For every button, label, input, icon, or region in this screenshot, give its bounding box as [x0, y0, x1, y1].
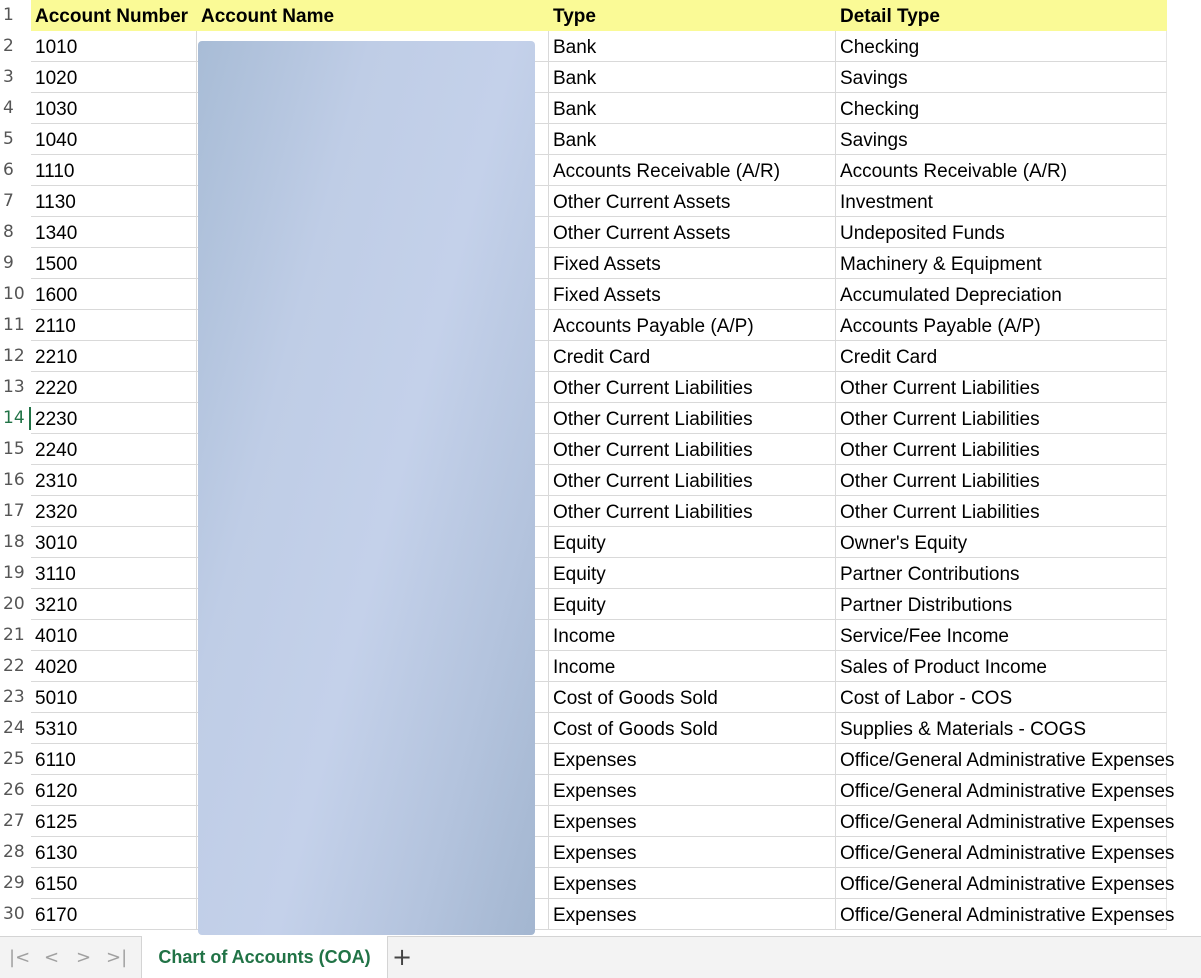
- row-number[interactable]: 24: [3, 718, 25, 738]
- row-number[interactable]: 5: [3, 129, 14, 149]
- row-number[interactable]: 23: [3, 687, 25, 707]
- cell-account-number[interactable]: 4010: [31, 620, 197, 651]
- cell-detail-type[interactable]: Cost of Labor - COS: [836, 682, 1167, 713]
- table-row: [0, 620, 1201, 651]
- cell-account-number[interactable]: 6150: [31, 868, 197, 899]
- cell-account-number[interactable]: 3110: [31, 558, 197, 589]
- table-row: [0, 341, 1201, 372]
- table-row: [0, 124, 1201, 155]
- table-row: [0, 527, 1201, 558]
- table-row: [0, 62, 1201, 93]
- cell-type[interactable]: Expenses: [549, 837, 836, 868]
- cell-type[interactable]: Expenses: [549, 806, 836, 837]
- table-row: [0, 775, 1201, 806]
- cell-detail-type[interactable]: Office/General Administrative Expenses: [836, 775, 1167, 806]
- cell-type[interactable]: Credit Card: [549, 341, 836, 372]
- row-number[interactable]: 4: [3, 98, 14, 118]
- cell-type[interactable]: Income: [549, 620, 836, 651]
- table-row: [0, 434, 1201, 465]
- cell-detail-type[interactable]: Undeposited Funds: [836, 217, 1167, 248]
- table-row: [0, 217, 1201, 248]
- cell-detail-type[interactable]: Supplies & Materials - COGS: [836, 713, 1167, 744]
- add-sheet-icon[interactable]: +: [391, 943, 413, 971]
- table-row: [0, 868, 1201, 899]
- table-row: [0, 651, 1201, 682]
- cell-detail-type[interactable]: Other Current Liabilities: [836, 372, 1167, 403]
- cell-type[interactable]: Fixed Assets: [549, 279, 836, 310]
- cell-type[interactable]: Accounts Payable (A/P): [549, 310, 836, 341]
- cell-detail-type[interactable]: Accumulated Depreciation: [836, 279, 1167, 310]
- cell-detail-type[interactable]: Savings: [836, 124, 1167, 155]
- cell-detail-type[interactable]: Accounts Receivable (A/R): [836, 155, 1167, 186]
- cell-type[interactable]: Bank: [549, 93, 836, 124]
- cell-account-number[interactable]: 1500: [31, 248, 197, 279]
- cell-type[interactable]: Other Current Liabilities: [549, 496, 836, 527]
- cell-account-number[interactable]: 2110: [31, 310, 197, 341]
- cell-account-number[interactable]: 1020: [31, 62, 197, 93]
- cell-detail-type[interactable]: Office/General Administrative Expenses: [836, 837, 1167, 868]
- sheet-tab-chart-of-accounts[interactable]: Chart of Accounts (COA): [141, 936, 388, 978]
- table-row: [0, 558, 1201, 589]
- cell-account-number[interactable]: 6125: [31, 806, 197, 837]
- row-number[interactable]: 20: [3, 594, 25, 614]
- row-number[interactable]: 16: [3, 470, 25, 490]
- row-number[interactable]: 6: [3, 160, 14, 180]
- cell-account-number[interactable]: 1110: [31, 155, 197, 186]
- cell-detail-type[interactable]: Credit Card: [836, 341, 1167, 372]
- row-number[interactable]: 15: [3, 439, 25, 459]
- cell-account-number[interactable]: 2240: [31, 434, 197, 465]
- table-row: [0, 93, 1201, 124]
- cell-account-number[interactable]: 2320: [31, 496, 197, 527]
- cell-detail-type[interactable]: Service/Fee Income: [836, 620, 1167, 651]
- cell-type[interactable]: Equity: [549, 589, 836, 620]
- cell-type[interactable]: Equity: [549, 527, 836, 558]
- cell-detail-type[interactable]: Other Current Liabilities: [836, 403, 1167, 434]
- header-account-number[interactable]: Account Number: [31, 0, 197, 31]
- row-number[interactable]: 26: [3, 780, 25, 800]
- cell-type[interactable]: Expenses: [549, 775, 836, 806]
- cell-account-number[interactable]: 6120: [31, 775, 197, 806]
- cell-account-number[interactable]: 1030: [31, 93, 197, 124]
- cell-account-number[interactable]: 1040: [31, 124, 197, 155]
- cell-account-number[interactable]: 2210: [31, 341, 197, 372]
- cell-type[interactable]: Expenses: [549, 868, 836, 899]
- sheet-tab-bar: [0, 936, 1201, 978]
- cell-detail-type[interactable]: Other Current Liabilities: [836, 465, 1167, 496]
- cell-account-number[interactable]: 2310: [31, 465, 197, 496]
- table-row: [0, 806, 1201, 837]
- first-sheet-icon[interactable]: |<: [9, 947, 31, 968]
- last-sheet-icon[interactable]: >|: [106, 947, 128, 968]
- cell-account-number[interactable]: 5310: [31, 713, 197, 744]
- header-account-name[interactable]: Account Name: [197, 0, 549, 31]
- cell-detail-type[interactable]: Other Current Liabilities: [836, 496, 1167, 527]
- cell-type[interactable]: Expenses: [549, 744, 836, 775]
- cell-detail-type[interactable]: Office/General Administrative Expenses: [836, 806, 1167, 837]
- table-row: [0, 682, 1201, 713]
- table-row: [0, 31, 1201, 62]
- table-row: [0, 899, 1201, 930]
- cell-type[interactable]: Other Current Assets: [549, 186, 836, 217]
- row-number[interactable]: 12: [3, 346, 25, 366]
- row-number[interactable]: 11: [3, 315, 25, 335]
- cell-type[interactable]: Fixed Assets: [549, 248, 836, 279]
- cell-detail-type[interactable]: Sales of Product Income: [836, 651, 1167, 682]
- cell-detail-type[interactable]: Savings: [836, 62, 1167, 93]
- row-number[interactable]: 8: [3, 222, 14, 242]
- cell-account-number[interactable]: 3210: [31, 589, 197, 620]
- row-number[interactable]: 17: [3, 501, 25, 521]
- cell-detail-type[interactable]: Partner Distributions: [836, 589, 1167, 620]
- cell-type[interactable]: Accounts Receivable (A/R): [549, 155, 836, 186]
- row-number[interactable]: 30: [3, 904, 25, 924]
- cell-account-number[interactable]: 3010: [31, 527, 197, 558]
- cell-type[interactable]: Other Current Assets: [549, 217, 836, 248]
- redacted-account-names: [198, 41, 535, 935]
- row-number[interactable]: 22: [3, 656, 25, 676]
- cell-account-number[interactable]: 1600: [31, 279, 197, 310]
- cell-detail-type[interactable]: Office/General Administrative Expenses: [836, 744, 1167, 775]
- cell-account-number[interactable]: 2220: [31, 372, 197, 403]
- table-row: [0, 248, 1201, 279]
- table-row: [0, 713, 1201, 744]
- row-number[interactable]: 21: [3, 625, 25, 645]
- header-detail-type[interactable]: Detail Type: [836, 0, 1167, 31]
- cell-detail-type[interactable]: Accounts Payable (A/P): [836, 310, 1167, 341]
- cell-type[interactable]: Expenses: [549, 899, 836, 930]
- row-number[interactable]: 29: [3, 873, 25, 893]
- row-number[interactable]: 9: [3, 253, 14, 273]
- cell-type[interactable]: Bank: [549, 62, 836, 93]
- cell-account-number[interactable]: 6130: [31, 837, 197, 868]
- row-number[interactable]: 28: [3, 842, 25, 862]
- cell-type[interactable]: Cost of Goods Sold: [549, 713, 836, 744]
- row-number[interactable]: 25: [3, 749, 25, 769]
- next-sheet-icon[interactable]: >: [76, 947, 92, 968]
- cell-type[interactable]: Other Current Liabilities: [549, 403, 836, 434]
- row-number[interactable]: 18: [3, 532, 25, 552]
- cell-type[interactable]: Other Current Liabilities: [549, 465, 836, 496]
- cell-account-number[interactable]: 6110: [31, 744, 197, 775]
- cell-account-number[interactable]: 5010: [31, 682, 197, 713]
- table-row: [0, 496, 1201, 527]
- row-number[interactable]: 13: [3, 377, 25, 397]
- cell-detail-type[interactable]: Other Current Liabilities: [836, 434, 1167, 465]
- cell-account-number[interactable]: 6170: [31, 899, 197, 930]
- row-number[interactable]: 1: [3, 5, 14, 25]
- cell-account-number[interactable]: 2230: [31, 403, 197, 434]
- cell-type[interactable]: Bank: [549, 31, 836, 62]
- header-row: [0, 0, 1201, 31]
- cell-detail-type[interactable]: Investment: [836, 186, 1167, 217]
- cell-detail-type[interactable]: Owner's Equity: [836, 527, 1167, 558]
- cell-type[interactable]: Income: [549, 651, 836, 682]
- header-type[interactable]: Type: [549, 0, 836, 31]
- table-row: [0, 744, 1201, 775]
- row-number[interactable]: 14: [0, 403, 31, 434]
- cell-detail-type[interactable]: Checking: [836, 93, 1167, 124]
- cell-type[interactable]: Cost of Goods Sold: [549, 682, 836, 713]
- cell-account-number[interactable]: 1340: [31, 217, 197, 248]
- cell-detail-type[interactable]: Office/General Administrative Expenses: [836, 899, 1167, 930]
- cell-account-number[interactable]: 1010: [31, 31, 197, 62]
- cell-detail-type[interactable]: Machinery & Equipment: [836, 248, 1167, 279]
- cell-account-number[interactable]: 4020: [31, 651, 197, 682]
- cell-detail-type[interactable]: Checking: [836, 31, 1167, 62]
- table-row: [0, 837, 1201, 868]
- previous-sheet-icon[interactable]: <: [44, 947, 60, 968]
- table-row: [0, 155, 1201, 186]
- cell-account-number[interactable]: 1130: [31, 186, 197, 217]
- table-row: [0, 589, 1201, 620]
- cell-type[interactable]: Other Current Liabilities: [549, 434, 836, 465]
- row-number[interactable]: 3: [3, 67, 14, 87]
- row-number[interactable]: 27: [3, 811, 25, 831]
- cell-type[interactable]: Other Current Liabilities: [549, 372, 836, 403]
- table-row: [0, 465, 1201, 496]
- cell-type[interactable]: Equity: [549, 558, 836, 589]
- row-number[interactable]: 10: [3, 284, 25, 304]
- cell-type[interactable]: Bank: [549, 124, 836, 155]
- row-number[interactable]: 7: [3, 191, 14, 211]
- row-number[interactable]: 19: [3, 563, 25, 583]
- cell-detail-type[interactable]: Office/General Administrative Expenses: [836, 868, 1167, 899]
- table-row: [0, 372, 1201, 403]
- table-row: [0, 186, 1201, 217]
- table-row: [0, 279, 1201, 310]
- table-row: [0, 310, 1201, 341]
- cell-detail-type[interactable]: Partner Contributions: [836, 558, 1167, 589]
- table-row: [0, 403, 1201, 434]
- row-number[interactable]: 2: [3, 36, 14, 56]
